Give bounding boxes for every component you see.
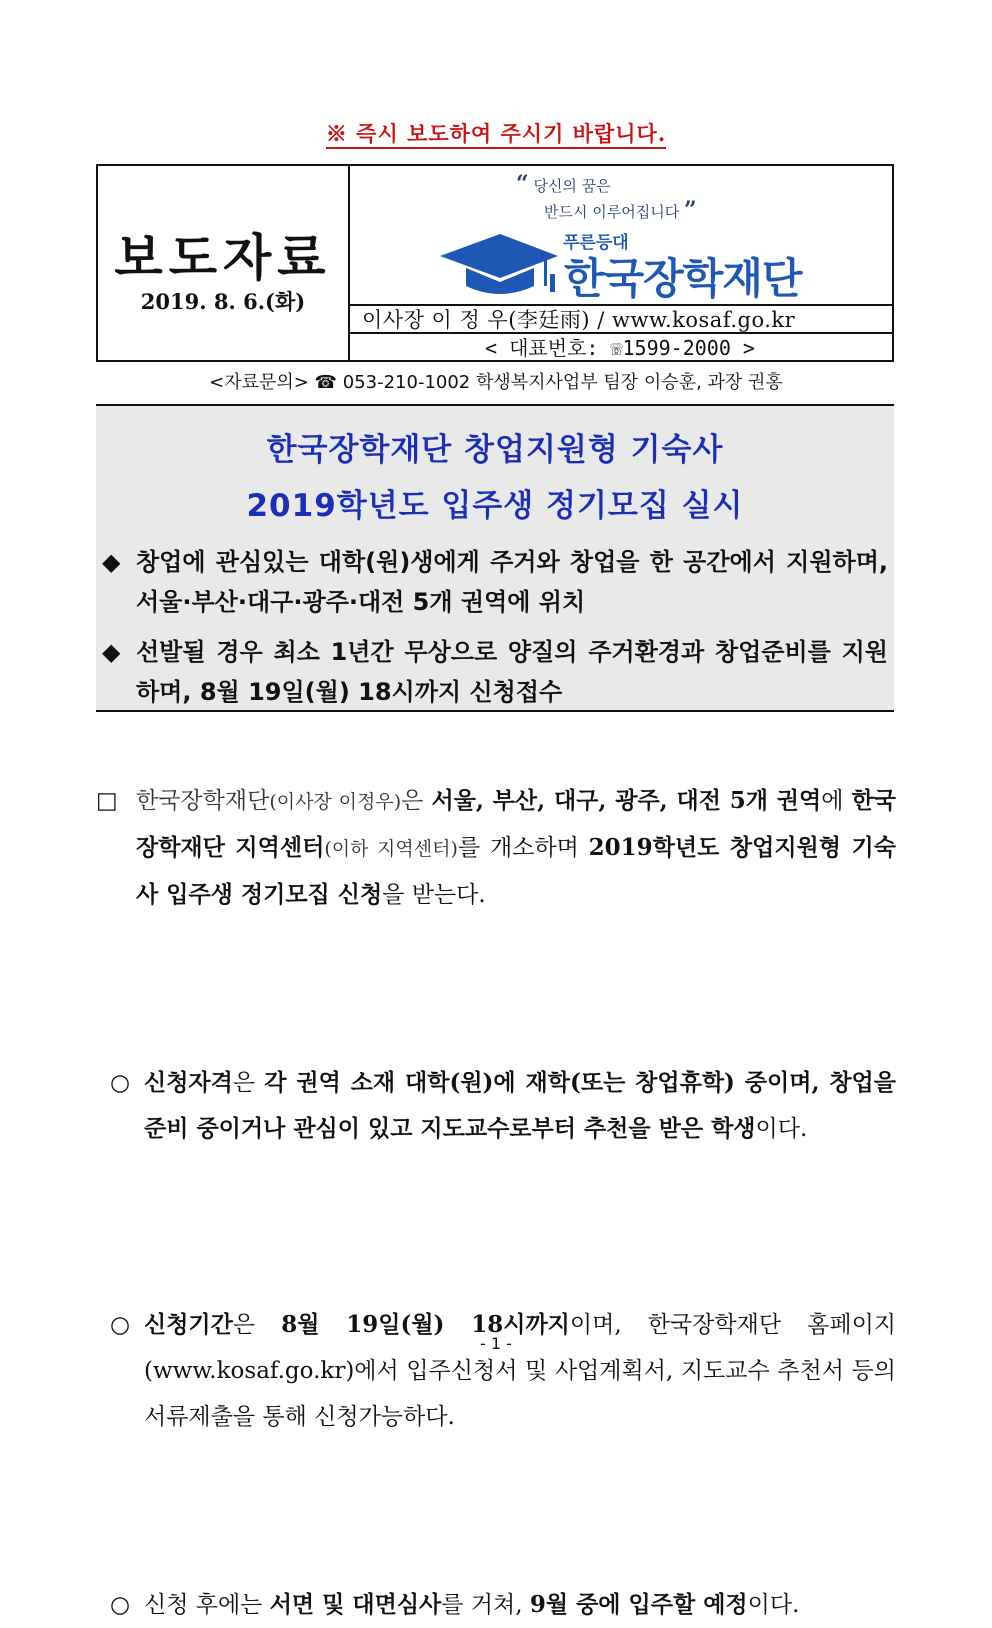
graduation-cap-icon <box>440 234 558 298</box>
open-quote-icon: “ <box>516 171 529 197</box>
ceo-website-line: 이사장 이 정 우(李廷雨) / www.kosaf.go.kr <box>348 304 892 332</box>
release-date: 2019. 8. 6.(화) <box>140 289 306 314</box>
square-bullet-icon: □ <box>96 788 118 814</box>
document-title: 보도자료 <box>114 228 332 287</box>
logo-name: 한국장학재단 <box>564 254 802 303</box>
page-number: - 1 - <box>480 1334 512 1353</box>
circle-bullet-icon: ○ <box>110 1070 131 1096</box>
release-notice: ※ 즉시 보도하여 주시기 바랍니다. <box>0 118 992 148</box>
headline-line-2: 2019학년도 입주생 정기모집 실시 <box>246 488 744 524</box>
close-quote-icon: ” <box>683 197 697 223</box>
body-paragraph-review: ○ 신청 후에는 서면 및 대면심사를 거쳐, 9월 중에 입주할 예정이다. <box>96 1582 896 1628</box>
representative-phone: < 대표번호: ☏1599-2000 > <box>348 332 892 360</box>
circle-bullet-icon: ○ <box>110 1592 131 1618</box>
headline-line-1: 한국장학재단 창업지원형 기숙사 <box>266 432 724 468</box>
logo-subtitle: 푸른등대 <box>563 233 629 253</box>
body-paragraph-period: ○ 신청기간은 8월 19일(월) 18시까지이며, 한국장학재단 홈페이지(www.kosaf.go.kr)에서 입주신청서 및 사업계획서, 지도교수 추천서 등의 서류제출을 통해 신청가능하다. <box>96 1302 896 1440</box>
kosaf-logo <box>348 166 892 304</box>
press-release-header <box>96 164 894 362</box>
header-org-cell <box>348 166 892 360</box>
circle-bullet-icon: ○ <box>110 1312 131 1338</box>
slogan: “ 당신의 꿈은 반드시 이루어집니다 ” <box>516 171 697 223</box>
diamond-bullet-icon: ◆ <box>102 548 121 576</box>
header-title-cell <box>98 166 350 360</box>
body-paragraph-main: □ 한국장학재단(이사장 이정우)은 서울, 부산, 대구, 광주, 대전 5개 권역에 한국장학재단 지역센터(이하 지역센터)를 개소하며 2019학년도 창업지원형 기숙사 입주생 정기모집 신청을 받는다. <box>96 778 896 918</box>
press-contact: <자료문의> ☎ 053-210-1002 학생복지사업부 팀장 이승훈, 과장 권홍 <box>209 372 783 393</box>
body-paragraph-eligibility: ○ 신청자격은 각 권역 소재 대학(원)에 재학(또는 창업휴학) 중이며, 창업을 준비 중이거나 관심이 있고 지도교수로부터 추천을 받은 학생이다. <box>96 1060 896 1152</box>
headline-box: 한국장학재단 창업지원형 기숙사 2019학년도 입주생 정기모집 실시 ◆ 창업에 관심있는 대학(원)생에게 주거와 창업을 한 공간에서 지원하며, 서울·부산·대구·광주·대전 5개 권역에 위치 ◆ 선발될 경우 최소 1년간 무상으로 양질의 주거환경과 창업준비를 지원하며, 8월 19일(월) 18시까지 신청접수 <box>96 404 894 712</box>
diamond-bullet-icon: ◆ <box>102 638 121 666</box>
